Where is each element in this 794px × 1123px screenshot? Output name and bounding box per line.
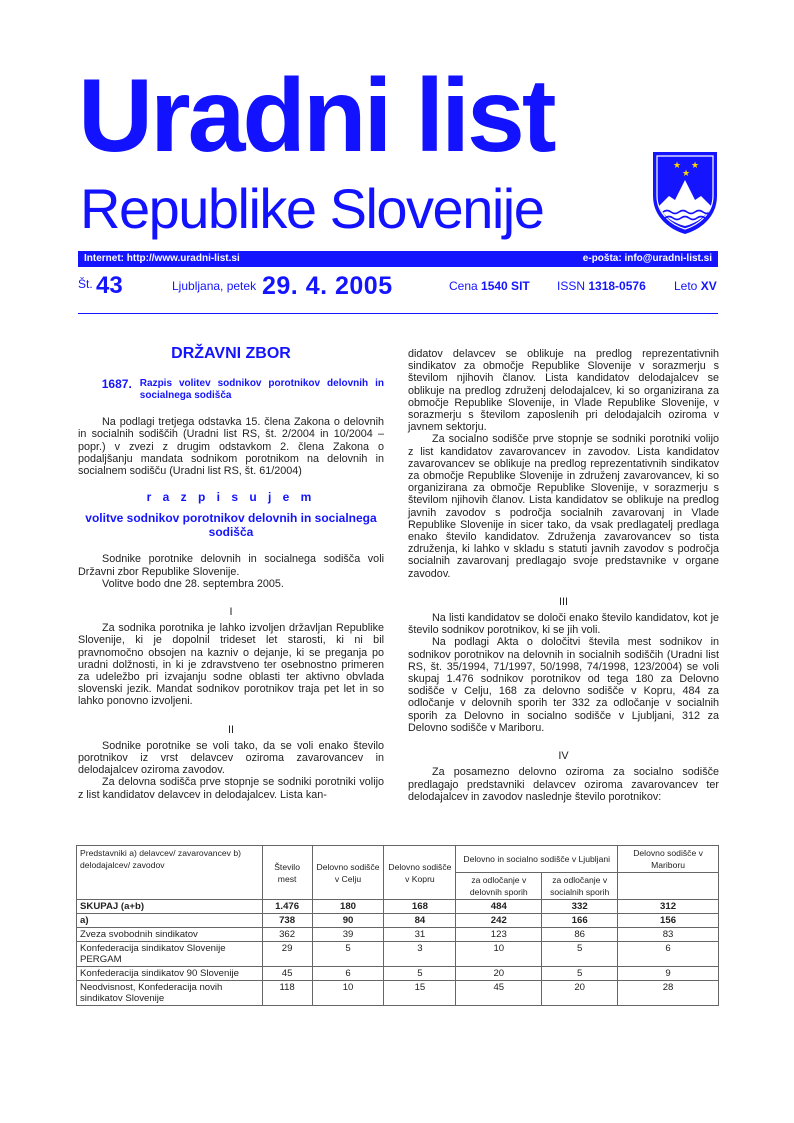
table-cell: 9 [618, 967, 719, 981]
column-header: za odločanje v socialnih sporih [542, 873, 618, 900]
table-cell: 156 [618, 914, 719, 928]
table-row [77, 928, 719, 942]
column-header: za odločanje v delovnih sporih [456, 873, 542, 900]
table-cell: 15 [384, 981, 456, 1006]
chapter-number: IV [558, 750, 569, 763]
table-cell: 1.476 [262, 900, 312, 914]
razpis-heading: r a z p i s u j e m volitve sodnikov porotnikov delovnih in socialnega sodišča [85, 490, 377, 540]
paragraph: Sodnike porotnike se voli tako, da se voli enako število porotnikov iz vrst delavcev oziroma zavarovancev in delodajalcev oziroma zavodov. [78, 739, 384, 777]
table-cell: 90 [312, 914, 384, 928]
issue-issn: ISSN 1318-0576 [557, 279, 646, 293]
table-cell: 31 [384, 928, 456, 942]
table-cell: 738 [262, 914, 312, 928]
row-label: Zveza svobodnih sindikatov [77, 928, 263, 942]
table-row [77, 900, 719, 914]
chapter-number: I [229, 606, 233, 619]
jurors-table [76, 845, 719, 1006]
paragraph: Sodnike porotnike delovnih in socialnega sodišča voli Državni zbor Republike Slovenije. [78, 553, 384, 578]
paragraph: Na podlagi Akta o določitvi števila mest sodnikov in sodnikov porotnikov na delovnih in socialnih sodiščih (Uradni list RS, št. 35/1994, 71/1997, 50/1998, 74/1998, 123/2004) se voli skupaj 1.476 sodnikov porotnikov od tega 180 za Delovno sodišče v Celju, 168 za delovno sodišče v Kopru, 484 za odločanje v delovnih sporih ter 332 za odločanje v socialnih sporih za Delovno in socialno sodišče v Ljubljani, 312 za Delovno sodišče v Mariboru. [408, 636, 719, 734]
table-row [77, 942, 719, 967]
table-cell: 39 [312, 928, 384, 942]
table-cell: 6 [312, 967, 384, 981]
contact-bar [78, 251, 718, 267]
svg-text:★: ★ [682, 169, 691, 179]
left-column [78, 345, 384, 801]
table-cell: 118 [262, 981, 312, 1006]
table-cell: 5 [542, 967, 618, 981]
paragraph: Volitve bodo dne 28. septembra 2005. [102, 577, 284, 590]
issue-year: Leto XV [674, 279, 717, 293]
table-cell: 484 [456, 900, 542, 914]
row-label: Konfederacija sindikatov Slovenije PERGAM [77, 942, 263, 967]
internet-link[interactable]: Internet: http://www.uradni-list.si [84, 253, 240, 264]
masthead-title: Uradni list [78, 58, 554, 174]
header-rule [78, 313, 718, 314]
row-label: SKUPAJ (a+b) [77, 900, 263, 914]
column-header: Delovno sodišče v Mariboru [618, 846, 719, 873]
chapter-number: II [228, 723, 234, 736]
table-cell: 83 [618, 928, 719, 942]
paragraph: didatov delavcev se oblikuje na predlog reprezentativnih sindikatov za območje Republike Slovenije v sorazmerju s številom njihovih članov. Lista kandidatov delodajalcev se oblikuje na predlog združenj delodajalcev, ki so organizirana za območje Republike Slovenije, in Vlade Republike Slovenije, v sorazmerju s številom zaposlenih pri delodajalcih oziroma v javnem sektorju. [408, 348, 719, 434]
row-label: a) [77, 914, 263, 928]
column-header: Delovno sodišče v Celju [312, 846, 384, 900]
table-cell: 20 [456, 967, 542, 981]
table-cell: 166 [542, 914, 618, 928]
section-heading: DRŽAVNI ZBOR [171, 345, 291, 362]
table-row [77, 967, 719, 981]
table-cell: 20 [542, 981, 618, 1006]
table-cell: 45 [262, 967, 312, 981]
table-cell: 3 [384, 942, 456, 967]
table-cell: 362 [262, 928, 312, 942]
issue-number: 43 [96, 272, 123, 299]
table-cell: 242 [456, 914, 542, 928]
issue-place-day: Ljubljana, petek [172, 279, 257, 293]
svg-text:★: ★ [691, 161, 700, 171]
act-number: 1687. [101, 377, 132, 392]
paragraph: Na listi kandidatov se določi enako število kandidatov, kot je število sodnikov porotnikov, ki se jih voli. [408, 612, 719, 637]
column-header: Delovno sodišče v Kopru [384, 846, 456, 900]
paragraph: Za delovna sodišča prve stopnje se sodniki porotniki volijo z list kandidatov delavcev in delodajalcev. Lista kan- [78, 776, 384, 801]
table-cell: 168 [384, 900, 456, 914]
table-row [77, 981, 719, 1006]
issue-price: Cena 1540 SIT [449, 279, 530, 293]
table-cell: 312 [618, 900, 719, 914]
svg-text:★: ★ [673, 161, 682, 171]
act-title: Razpis volitev sodnikov porotnikov delovnih in socialnega sodišča [139, 378, 384, 402]
intro-paragraph: Na podlagi tretjega odstavka 15. člena Zakona o delovnih in socialnih sodiščih (Uradni list RS, št. 2/2004 in 10/2004 – popr.) v zvezi z drugim odstavkom 2. člena Zakona o podaljšanju mandata sodnikom porotnikom na delovnih in socialnem sodišču (Uradni list RS, št. 61/2004) [78, 416, 384, 478]
table-cell: 180 [312, 900, 384, 914]
column-header: Število mest [262, 846, 312, 900]
table-cell: 29 [262, 942, 312, 967]
paragraph: Za posamezno delovno oziroma za socialno sodišče predlagajo predstavniki delavcev oziroma zavarovancev ter delodajalcev in zavodov naslednje število porotnikov: [408, 766, 719, 803]
column-header: Predstavniki a) delavcev/ zavarovancev b) delodajalcev/ zavodov [77, 846, 263, 900]
table-cell: 45 [456, 981, 542, 1006]
table-cell: 28 [618, 981, 719, 1006]
table-cell: 10 [312, 981, 384, 1006]
table-cell: 123 [456, 928, 542, 942]
table-cell: 5 [384, 967, 456, 981]
table-cell: 5 [542, 942, 618, 967]
table-cell: 6 [618, 942, 719, 967]
table-cell: 332 [542, 900, 618, 914]
table-cell: 86 [542, 928, 618, 942]
coat-of-arms-icon [651, 150, 719, 236]
column-header [618, 873, 719, 900]
table-cell: 5 [312, 942, 384, 967]
right-column [408, 348, 719, 803]
table-body [77, 900, 719, 1006]
act-heading [78, 378, 384, 402]
table-row [77, 914, 719, 928]
masthead-subtitle: Republike Slovenije [80, 177, 544, 240]
email-link[interactable]: e-pošta: info@uradni-list.si [582, 253, 712, 264]
column-header: Delovno in socialno sodišče v Ljubljani [456, 846, 618, 873]
row-label: Neodvisnost, Konfederacija novih sindikatov Slovenije [77, 981, 263, 1006]
paragraph: Za socialno sodišče prve stopnje se sodniki porotniki volijo z list kandidatov zavarovancev in zavodov. Lista kandidatov zavarovancev se oblikuje na predlog reprezentativnih sindikatov za območje Republike Slovenije in združenj zavarovancev, ki so organizirana za območje Republike Slovenije, v sorazmerju s številom njihovih članov. Lista kandidatov se oblikuje na predlog javnih zavodov s področja socialnih zavarovanj in Vlade Republike Slovenije in sicer tako, da vsak predlagatelj predlaga enako število kandidatov. Združenja zavarovancev so tista združenja, ki lahko v skladu s statuti javnih zavodov s področja socialnih zavarovanj predlagajo svoje predstavnike v organe zavodov. [408, 433, 719, 580]
table-cell: 84 [384, 914, 456, 928]
chapter-number: III [559, 595, 568, 608]
paragraph: Za sodnika porotnika je lahko izvoljen državljan Republike Slovenije, ki je dopolnil trideset let starosti, ki ni bil pravnomočno obsojen na kazniv o dejanje, ki se preganja po uradni dolžnosti, in ki je zdravstveno ter osebnostno primeren za udeležbo pri izvajanju sodne oblasti ter aktivno obvlada slovenski jezik. Mandat sodnikov porotnikov traja pet let in so lahko ponovno izvoljeni. [78, 622, 384, 708]
table-cell: 10 [456, 942, 542, 967]
issue-number-label: Št. [78, 277, 93, 291]
row-label: Konfederacija sindikatov 90 Slovenije [77, 967, 263, 981]
issue-date: 29. 4. 2005 [262, 272, 393, 300]
